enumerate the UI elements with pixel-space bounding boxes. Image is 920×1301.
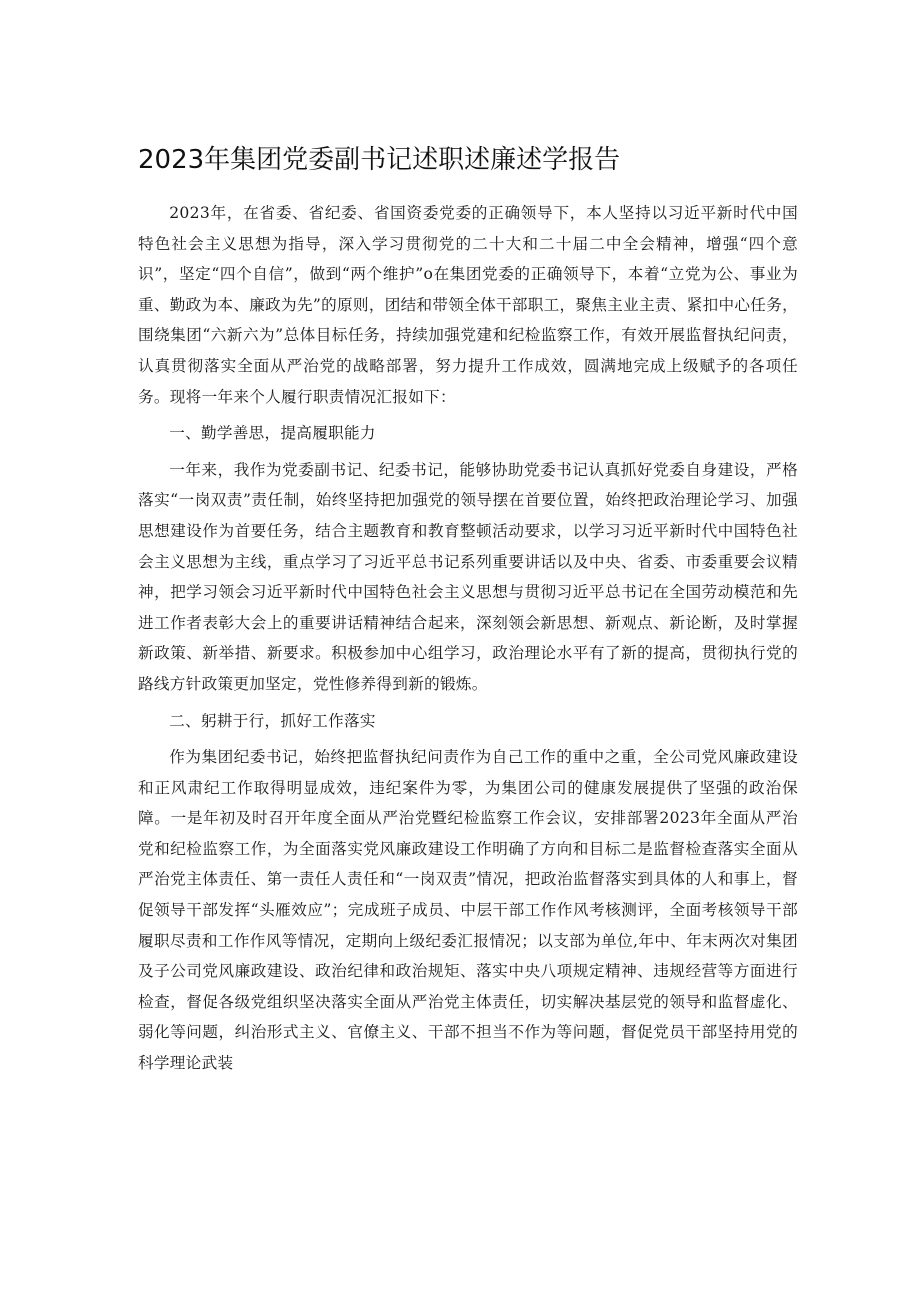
section-heading-2: 二、躬耕于行，抓好工作落实 bbox=[169, 711, 376, 730]
paragraph-section-2: 作为集团纪委书记，始终把监督执纪问责作为自己工作的重中之重，全公司党风廉政建设和正风肃纪工作取得明显成效，违纪案件为零，为集团公司的健康发展提供了坚强的政治保障。一是年初及时召开年度全面从严治党暨纪检监察工作会议，安排部署2023年全面从严治党和纪检监察工作，为全面落实党风廉政建设工作明确了方向和目标二是监督检查落实全面从严治党主体责任、第一责任人责任和“一岗双责”情况，把政治监督落实到具体的人和事上，督促领导干部发挥“头雁效应”；完成班子成员、中层干部工作作风考核测评，全面考核领导干部履职尽责和工作作风等情况，定期向上级纪委汇报情况；以支部为单位,年中、年末两次对集团及子公司党风廉政建设、政治纪律和政治规矩、落实中央八项规定精神、违规经营等方面进行检查，督促各级党组织坚决落实全面从严治党主体责任，切实解决基层党的领导和监督虚化、弱化等问题，纠治形式主义、官僚主义、干部不担当不作为等问题，督促党员干部坚持用党的科学理论武装 bbox=[138, 748, 798, 1073]
paragraph-intro: 2023年，在省委、省纪委、省国资委党委的正确领导下，本人坚持以习近平新时代中国特色社会主义思想为指导，深入学习贯彻党的二十大和二十届二中全会精神，增强“四个意识”，坚定“四个自信”，做到“两个维护”o在集团党委的正确领导下，本着“立党为公、事业为重、勤政为本、廉政为先”的原则，团结和带领全体干部职工，聚焦主业主责、紧扣中心任务，围绕集团“六新六为”总体目标任务，持续加强党建和纪检监察工作，有效开展监督执纪问责，认真贯彻落实全面从严治党的战略部署，努力提升工作成效，圆满地完成上级赋予的各项任务。现将一年来个人履行职责情况汇报如下： bbox=[138, 204, 798, 406]
section-heading-1: 一、勤学善思，提高履职能力 bbox=[169, 424, 376, 443]
document-title: 2023年集团党委副书记述职述廉述学报告 bbox=[138, 145, 621, 175]
document-body bbox=[138, 198, 798, 1079]
paragraph-section-1: 一年来，我作为党委副书记、纪委书记，能够协助党委书记认真抓好党委自身建设，严格落实“一岗双责”责任制，始终坚持把加强党的领导摆在首要位置，始终把政治理论学习、加强思想建设作为首要任务，结合主题教育和教育整顿活动要求，以学习习近平新时代中国特色社会主义思想为主线，重点学习了习近平总书记系列重要讲话以及中央、省委、市委重要会议精神，把学习领会习近平新时代中国特色社会主义思想与贯彻习近平总书记在全国劳动模范和先进工作者表彰大会上的重要讲话精神结合起来，深刻领会新思想、新观点、新论断，及时掌握新政策、新举措、新要求。积极参加中心组学习，政治理论水平有了新的提高，贯彻执行党的路线方针政策更加坚定，党性修养得到新的锻炼。 bbox=[138, 460, 798, 693]
